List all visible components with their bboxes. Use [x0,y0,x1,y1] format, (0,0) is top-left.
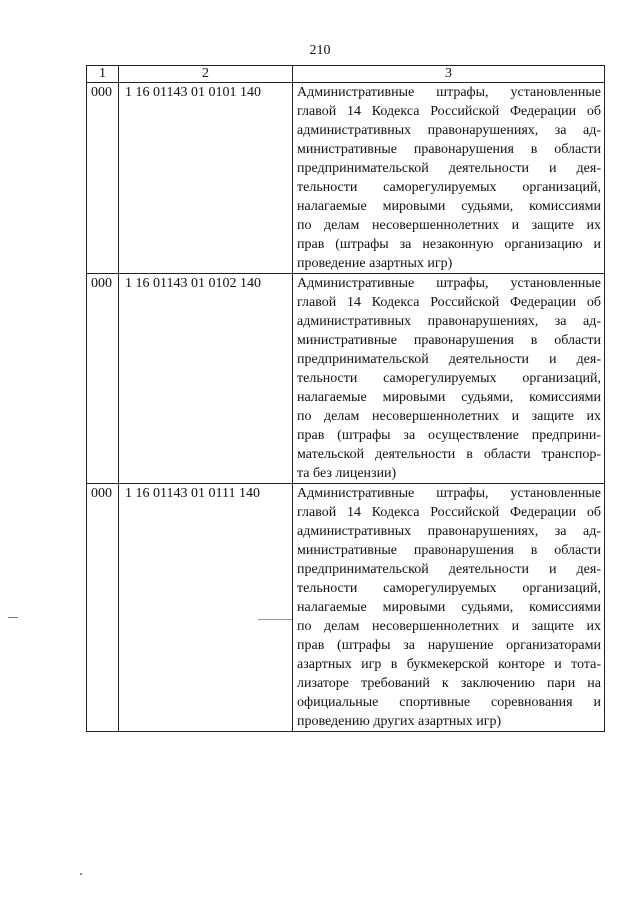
description-line: предпринимательской деятельности и дея- [297,352,601,367]
description-line: по делам несовершеннолетних и защите их [297,218,601,233]
table-row [87,274,605,484]
description-line: административных правонарушениях, за ад- [297,524,601,539]
description-line: проведению других азартных игр) [297,714,502,729]
description-line: Административные штрафы, установленные [297,276,601,291]
description-line: тельности саморегулируемых организаций, [297,180,601,195]
table-row [87,484,605,732]
description-line: тельности саморегулируемых организаций, [297,371,601,386]
description-line: мательской деятельности в области транспор- [297,447,601,462]
description-line: по делам несовершеннолетних и защите их [297,409,601,424]
scan-mark [8,617,18,618]
description-line: азартных игр в букмекерской конторе и тота- [297,657,601,672]
description-line: проведение азартных игр) [297,256,453,271]
column-header-1: 1 [87,66,119,83]
admin-code-cell: 000 [87,484,119,732]
description-line: главой 14 Кодекса Российской Федерации об [297,104,601,119]
description-line: административных правонарушениях, за ад- [297,123,601,138]
scan-mark [258,619,292,620]
column-header-3: 3 [293,66,605,83]
description-cell [293,484,605,732]
kbk-code-cell: 1 16 01143 01 0101 140 [119,83,293,274]
description-line: налагаемые мировыми судьями, комиссиями [297,199,601,214]
table-header-row [87,66,605,83]
description-line: Административные штрафы, установленные [297,85,601,100]
description-line: налагаемые мировыми судьями, комиссиями [297,600,601,615]
description-line: прав (штрафы за незаконную организацию и [297,237,601,252]
scan-speck [80,873,82,875]
description-cell [293,83,605,274]
description-line: главой 14 Кодекса Российской Федерации об [297,295,601,310]
kbk-code-cell: 1 16 01143 01 0102 140 [119,274,293,484]
page-number: 210 [309,43,331,58]
description-line: лизаторе требований к заключению пари на [297,676,601,691]
description-cell [293,274,605,484]
description-line: Административные штрафы, установленные [297,486,601,501]
description-line: административных правонарушениях, за ад- [297,314,601,329]
description-line: та без лицензии) [297,466,397,481]
admin-code-cell: 000 [87,83,119,274]
description-line: предпринимательской деятельности и дея- [297,161,601,176]
table-row [87,83,605,274]
kbk-code-cell: 1 16 01143 01 0111 140 [119,484,293,732]
description-line: прав (штрафы за осуществление предприни- [297,428,601,443]
admin-code-cell: 000 [87,274,119,484]
description-line: министративные правонарушения в области [297,142,601,157]
description-line: главой 14 Кодекса Российской Федерации об [297,505,601,520]
description-line: официальные спортивные соревнования и [297,695,601,710]
description-line: прав (штрафы за нарушение организаторами [297,638,601,653]
description-line: министративные правонарушения в области [297,333,601,348]
description-line: министративные правонарушения в области [297,543,601,558]
column-header-2: 2 [119,66,293,83]
description-line: налагаемые мировыми судьями, комиссиями [297,390,601,405]
description-line: тельности саморегулируемых организаций, [297,581,601,596]
description-line: по делам несовершеннолетних и защите их [297,619,601,634]
budget-classification-table [86,65,605,732]
description-line: предпринимательской деятельности и дея- [297,562,601,577]
